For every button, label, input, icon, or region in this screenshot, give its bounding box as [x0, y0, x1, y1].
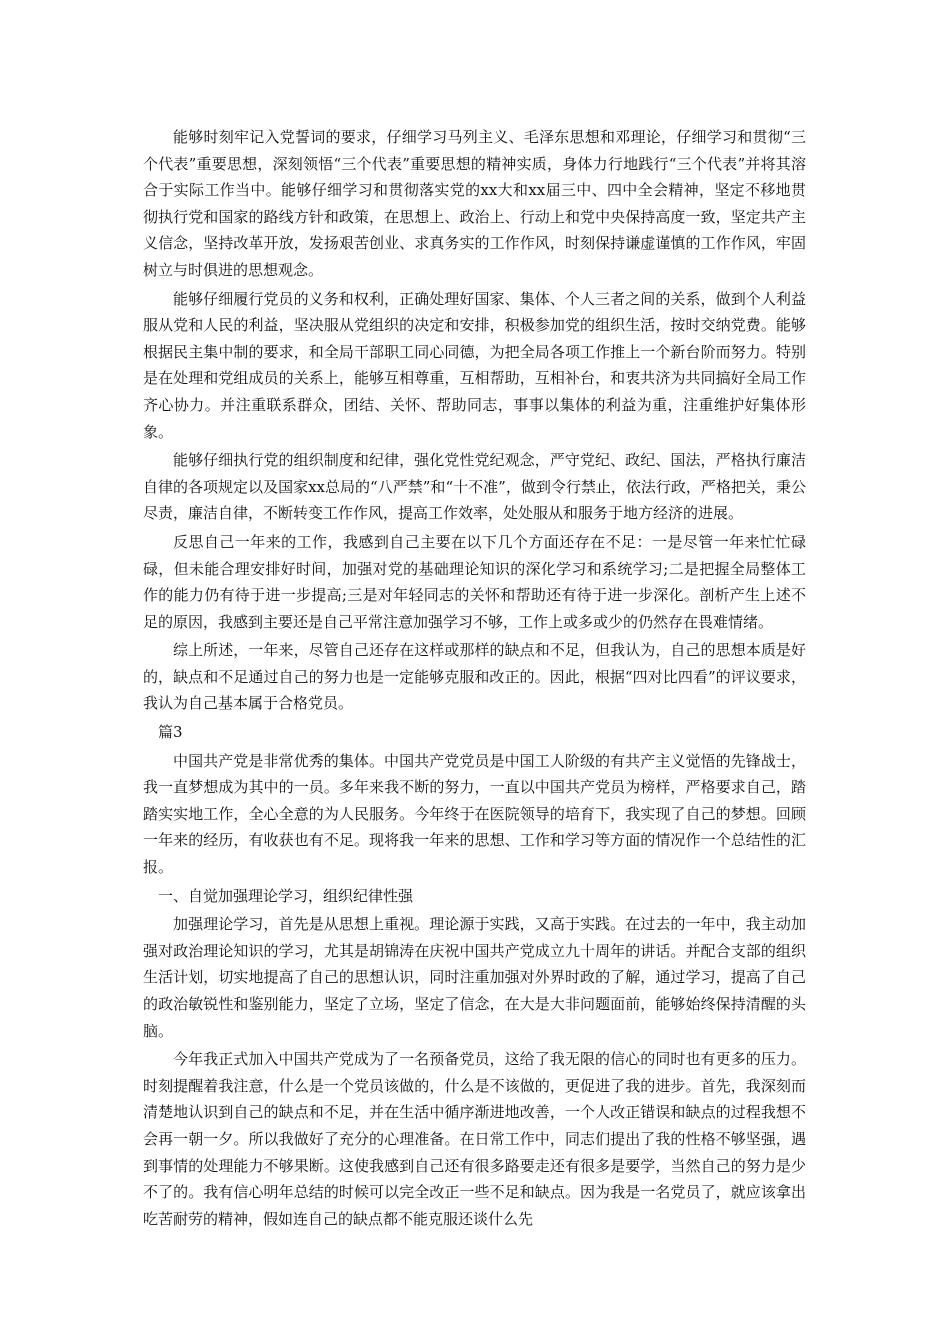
paragraph-reflection: 反思自己一年来的工作，我感到自己主要在以下几个方面还存在不足：一是尽管一年来忙忙碌碌，但未能合理安排好时间，加强对党的基础理论知识的深化学习和系统学习;二是把握全局整体工作的能力仍有待于进一步提高;三是对年轻同志的关怀和帮助还有待于进一步深化。剖析产生上述不足的原因，我感到主要还是自己平常注意加强学习不够，工作上或多或少的仍然存在畏难情绪。: [143, 532, 806, 631]
section-title: 篇3: [158, 723, 183, 742]
paragraph-probationary: 今年我正式加入中国共产党成为了一名预备党员，这给了我无限的信心的同时也有更多的压力。时刻提醒着我注意，什么是一个党员该做的，什么是不该做的，更促进了我的进步。首先，我深刻而清楚地认识到自己的缺点和不足，并在生活中循序渐进地改善，一个人改正错误和缺点的过程我想不会再一朝一夕。所以我做好了充分的心理准备。在日常工作中，同志们提出了我的性格不够坚强，遇到事情的处理能力不够果断。这使我感到自己还有很多路要走还有很多是要学，当然自己的努力是少不了的。我有信心明年总结的时候可以完全改正一些不足和缺点。因为我是一名党员了，就应该拿出吃苦耐劳的精神，假如连自己的缺点都不能克服还谈什么先: [143, 1050, 806, 1228]
paragraph-theory-study: 加强理论学习，首先是从思想上重视。理论源于实践，又高于实践。在过去的一年中，我主动加强对政治理论知识的学习，尤其是胡锦涛在庆祝中国共产党成立九十周年的讲话。并配合支部的组织生活计划，切实地提高了自己的思想认识，同时注重加强对外界时政的了解，通过学习，提高了自己的政治敏锐性和鉴别能力，坚定了立场，坚定了信念，在大是大非问题面前，能够始终保持清醒的头脑。: [143, 915, 806, 1040]
paragraph-discipline: 能够仔细执行党的组织制度和纪律，强化党性党纪观念，严守党纪、政纪、国法，严格执行廉洁自律的各项规定以及国家xx总局的“八严禁”和“十不准”，做到令行禁止，依法行政，严格把关，秉公尽责，廉洁自律，不断转变工作作风，提高工作效率，处处服从和服务于地方经济的进展。: [143, 451, 806, 523]
paragraph-duties: 能够仔细履行党员的义务和权利，正确处理好国家、集体、个人三者之间的关系，做到个人利益服从党和人民的利益，坚决服从党组织的决定和安排，积极参加党的组织生活，按时交纳党费。能够根据民主集中制的要求，和全局干部职工同心同德，为把全局各项工作推上一个新台阶而努力。特别是在处理和党组成员的关系上，能够互相尊重，互相帮助，互相补台，和衷共济为共同搞好全局工作齐心协力。并注重联系群众，团结、关怀、帮助同志，事事以集体的利益为重，注重维护好集体形象。: [143, 289, 806, 441]
paragraph-summary: 综上所述，一年来，尽管自己还存在这样或那样的缺点和不足，但我认为，自己的思想本质是好的，缺点和不足通过自己的努力也是一定能够克服和改正的。因此，根据“四对比四看”的评议要求，我认为自己基本属于合格党员。: [143, 641, 806, 713]
subheading: 一、自觉加强理论学习，组织纪律性强: [158, 886, 414, 905]
paragraph-intro: 中国共产党是非常优秀的集体。中国共产党党员是中国工人阶级的有共产主义觉悟的先锋战士，我一直梦想成为其中的一员。多年来我不断的努力，一直以中国共产党员为榜样，严格要求自己，踏踏实实地工作，全心全意的为人民服务。今年终于在医院领导的培育下，我实现了自己的梦想。回顾一年来的经历，有收获也有不足。现将我一年来的思想、工作和学习等方面的情况作一个总结性的汇报。: [143, 751, 806, 877]
paragraph-oath: 能够时刻牢记入党誓词的要求，仔细学习马列主义、毛泽东思想和邓理论，仔细学习和贯彻“三个代表”重要思想，深刻领悟“三个代表”重要思想的精神实质，身体力行地践行“三个代表”并将其溶合于实际工作当中。能够仔细学习和贯彻落实党的xx大和xx届三中、四中全会精神，坚定不移地贯彻执行党和国家的路线方针和政策，在思想上、政治上、行动上和党中央保持高度一致，坚定共产主义信念，坚持改革开放，发扬艰苦创业、求真务实的工作作风，时刻保持谦虚谨慎的工作作风，牢固树立与时俱进的思想观念。: [143, 128, 806, 279]
document-body: [143, 124, 806, 1232]
